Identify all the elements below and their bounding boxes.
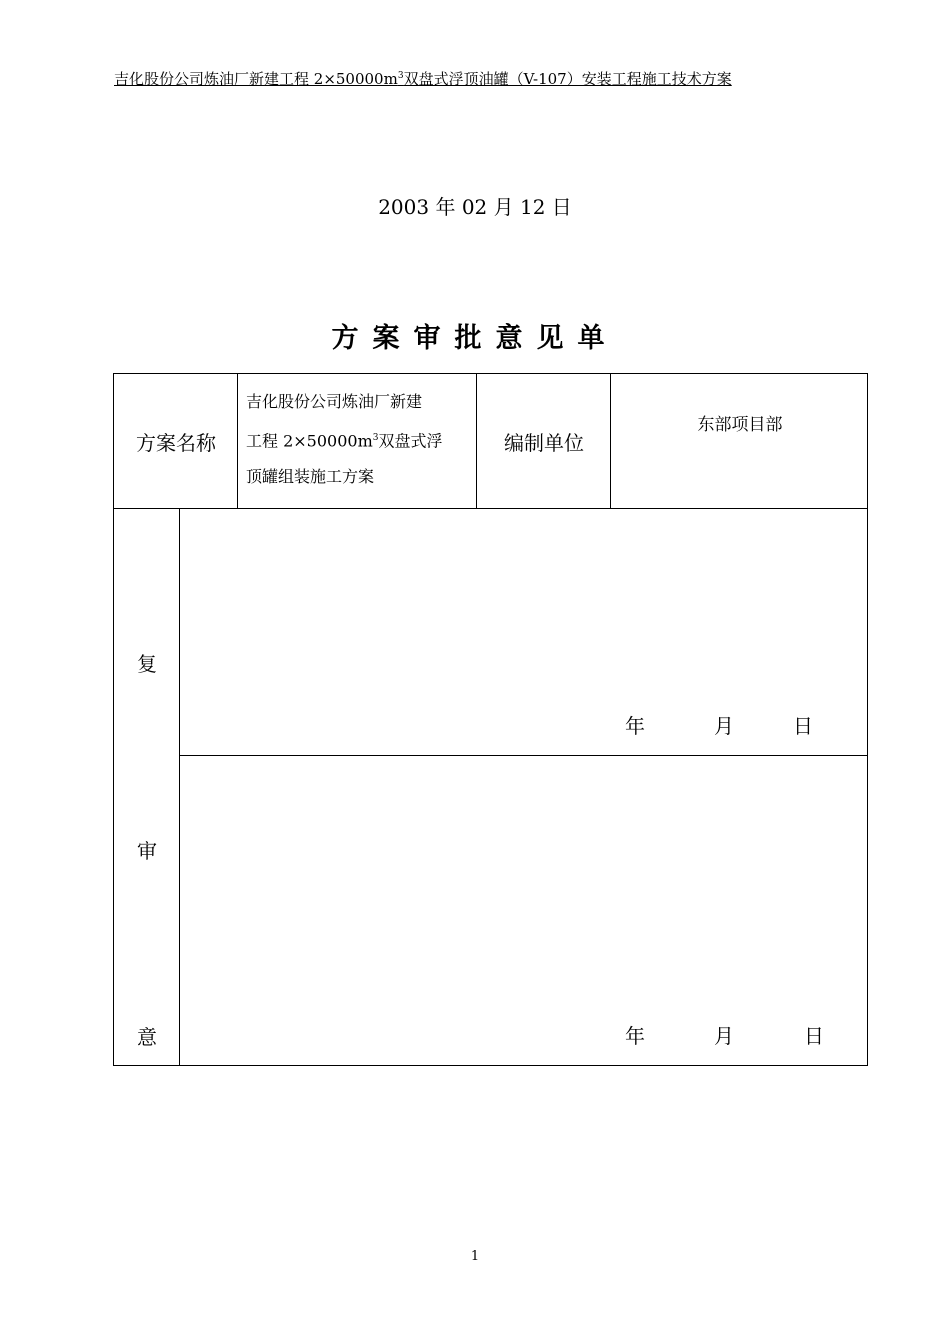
header-text-before: 吉化股份公司炼油厂新建工程 2×50000m	[114, 70, 398, 88]
header-text-after: 双盘式浮顶油罐（V-107）安装工程施工技术方案	[403, 70, 732, 88]
review1-month: 月	[714, 714, 734, 738]
review-char-shen: 审	[137, 839, 157, 863]
approval-form-table	[113, 373, 868, 1066]
form-title: 方案审批意见单	[331, 323, 619, 354]
label-column-divider	[179, 508, 180, 1065]
plan-name-line-2	[246, 420, 472, 459]
review1-year: 年	[625, 714, 645, 738]
review-char-yi: 意	[137, 1025, 157, 1049]
header-superscript: 3	[397, 71, 404, 81]
document-date: 2003 年 02 月 12 日	[378, 195, 572, 219]
page-number: 1	[470, 1249, 480, 1264]
plan-name-line-2-after: 双盘式浮	[378, 431, 443, 451]
plan-name-line-1: 吉化股份公司炼油厂新建	[246, 392, 423, 411]
review-char-fu: 复	[137, 652, 157, 676]
review2-month: 月	[714, 1024, 734, 1048]
document-header	[114, 68, 814, 89]
row-divider-top	[114, 508, 867, 509]
review2-day: 日	[804, 1024, 824, 1048]
review-row-divider	[179, 755, 867, 756]
review1-day: 日	[793, 714, 813, 738]
plan-name-value	[246, 384, 472, 495]
plan-name-line-3: 顶罐组装施工方案	[246, 467, 375, 487]
review2-year: 年	[625, 1024, 645, 1048]
plan-name-line-2-before: 工程 2×50000m	[246, 431, 373, 451]
unit-value: 东部项目部	[697, 415, 783, 435]
plan-name-label: 方案名称	[136, 430, 216, 455]
plan-name-superscript: 3	[372, 433, 379, 443]
unit-label: 编制单位	[504, 430, 584, 455]
